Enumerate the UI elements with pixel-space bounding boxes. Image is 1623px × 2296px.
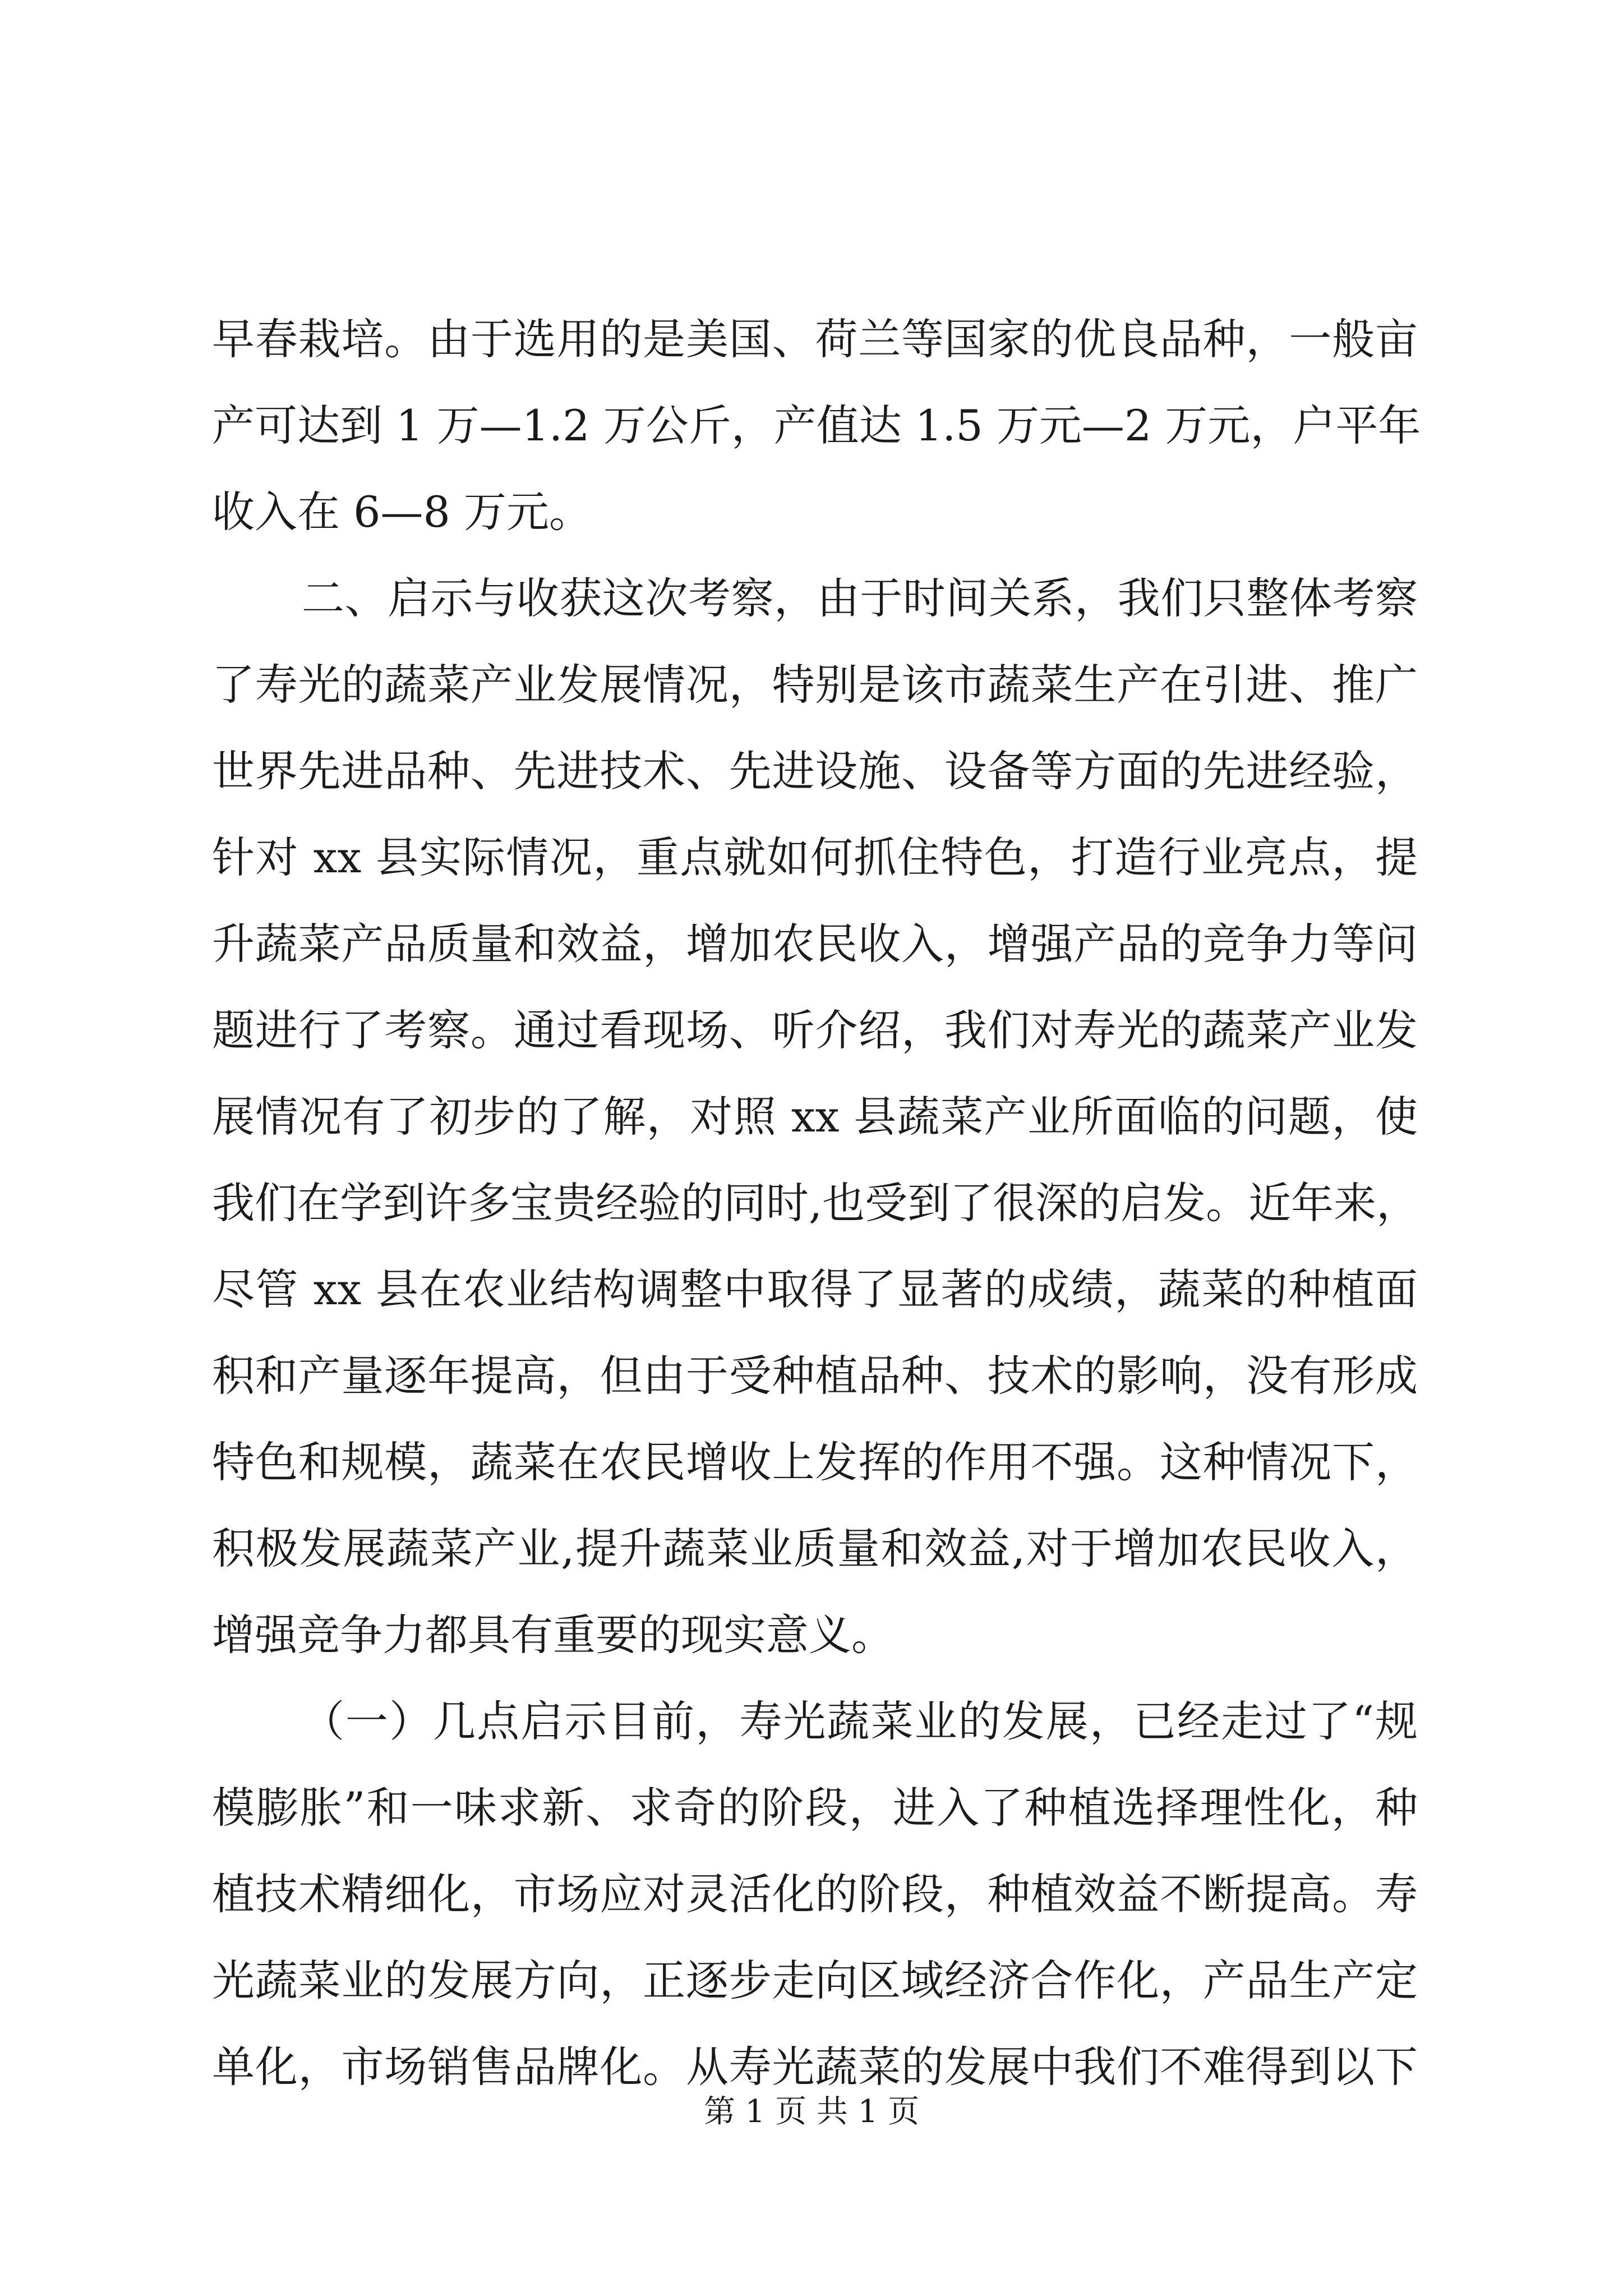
text-line: 早春栽培。由于选用的是美国、荷兰等国家的优良品种，一般亩 xyxy=(212,314,1418,364)
text-line: 尽管 xx 县在农业结构调整中取得了显著的成绩，蔬菜的种植面 xyxy=(212,1264,1418,1314)
text-line: 模膨胀”和一味求新、求奇的阶段，进入了种植选择理性化，种 xyxy=(212,1783,1418,1833)
text-line: 增强竞争力都具有重要的现实意义。 xyxy=(212,1610,894,1660)
text-line: 针对 xx 县实际情况，重点就如何抓住特色，打造行业亮点，提 xyxy=(212,832,1418,882)
text-line: 展情况有了初步的了解，对照 xx 县蔬菜产业所面临的问题，使 xyxy=(212,1092,1418,1142)
text-line: 积和产量逐年提高，但由于受种植品种、技术的影响，没有形成 xyxy=(212,1351,1418,1401)
text-line: 升蔬菜产品质量和效益，增加农民收入，增强产品的竞争力等问 xyxy=(212,919,1418,969)
text-line: 收入在 6—8 万元。 xyxy=(212,487,592,537)
text-line: 了寿光的蔬菜产业发展情况，特别是该市蔬菜生产在引进、推广 xyxy=(212,660,1418,710)
text-line: 光蔬菜业的发展方向，正逐步走向区域经济合作化，产品生产定 xyxy=(212,1955,1418,2005)
text-line: 植技术精细化，市场应对灵活化的阶段，种植效益不断提高。寿 xyxy=(212,1869,1418,1919)
page-footer: 第 1 页 共 1 页 xyxy=(703,2093,920,2130)
text-line: 我们在学到许多宝贵经验的同时,也受到了很深的启发。近年来， xyxy=(212,1178,1419,1228)
text-line: 特色和规模，蔬菜在农民增收上发挥的作用不强。这种情况下， xyxy=(212,1437,1418,1487)
document-body xyxy=(212,296,1421,2110)
text-line: 二、启示与收获这次考察，由于时间关系，我们只整体考察 xyxy=(302,573,1418,623)
paragraph xyxy=(212,296,1421,555)
text-line: 单化，市场销售品牌化。从寿光蔬菜的发展中我们不难得到以下 xyxy=(212,2042,1418,2092)
text-line: 产可达到 1 万—1.2 万公斤，产值达 1.5 万元—2 万元，户平年 xyxy=(212,401,1421,450)
text-line: 题进行了考察。通过看现场、听介绍，我们对寿光的蔬菜产业发 xyxy=(212,1005,1418,1055)
text-line: 积极发展蔬菜产业,提升蔬菜业质量和效益,对于增加农民收入， xyxy=(212,1524,1418,1573)
paragraph xyxy=(212,1678,1418,2110)
text-line: （一）几点启示目前，寿光蔬菜业的发展，已经走过了“规 xyxy=(302,1696,1418,1746)
text-line: 世界先进品种、先进技术、先进设施、设备等方面的先进经验， xyxy=(212,746,1418,796)
paragraph xyxy=(212,555,1418,1678)
